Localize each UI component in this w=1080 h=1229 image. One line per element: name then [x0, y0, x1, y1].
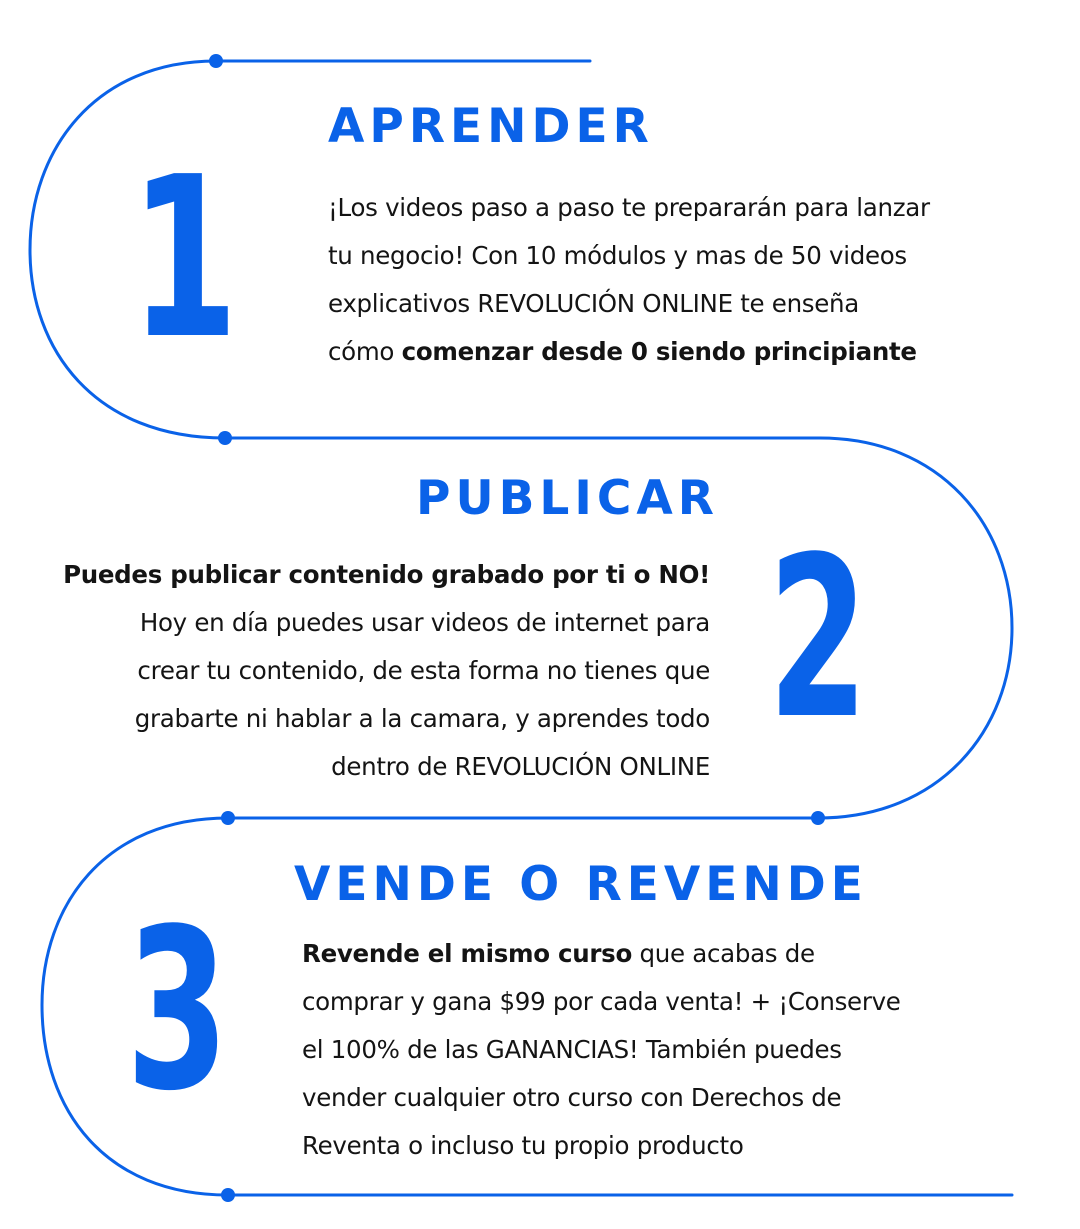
step-1-line: ¡Los videos paso a paso te prepararán para lanzar [328, 193, 930, 222]
node-dot [221, 1188, 235, 1202]
step-2-line: grabarte ni hablar a la camara, y aprendes todo [134, 704, 710, 733]
step-2-number: 2 [768, 510, 869, 768]
step-1-line-prefix: cómo [328, 337, 402, 366]
step-3-line [302, 930, 901, 978]
step-3-line-suffix: que acabas de [632, 939, 815, 968]
step-1-description [328, 184, 930, 376]
step-1-title: APRENDER [328, 99, 654, 154]
step-2-line: Hoy en día puedes usar videos de internet para [139, 608, 710, 637]
step-2-line [20, 551, 710, 599]
step-3-line: comprar y gana $99 por cada venta! + ¡Conserve [302, 987, 901, 1016]
node-dot [218, 431, 232, 445]
step-1-line-bold: comenzar desde 0 siendo principiante [401, 337, 917, 366]
step-3-description [302, 930, 901, 1170]
node-dot [221, 811, 235, 825]
step-2-line-bold: Puedes publicar contenido grabado por ti o NO! [63, 560, 710, 589]
step-2-description [20, 551, 710, 791]
step-3-line: Reventa o incluso tu propio producto [302, 1131, 744, 1160]
step-3-title: VENDE O REVENDE [294, 857, 868, 912]
node-dot [811, 811, 825, 825]
step-2-title: PUBLICAR [416, 471, 719, 526]
step-3-number: 3 [126, 882, 229, 1140]
step-1-line: explicativos REVOLUCIÓN ONLINE te enseña [328, 289, 859, 318]
step-3-line: el 100% de las GANANCIAS! También puedes [302, 1035, 842, 1064]
step-3-line-bold: Revende el mismo curso [302, 939, 633, 968]
step-1-line: tu negocio! Con 10 módulos y mas de 50 videos [328, 241, 907, 270]
node-dot [209, 54, 223, 68]
step-1-number: 1 [130, 130, 239, 388]
step-2-line: dentro de REVOLUCIÓN ONLINE [331, 752, 710, 781]
step-1-line [328, 328, 930, 376]
step-3-line: vender cualquier otro curso con Derechos de [302, 1083, 842, 1112]
step-2-line: crear tu contenido, de esta forma no tienes que [137, 656, 710, 685]
